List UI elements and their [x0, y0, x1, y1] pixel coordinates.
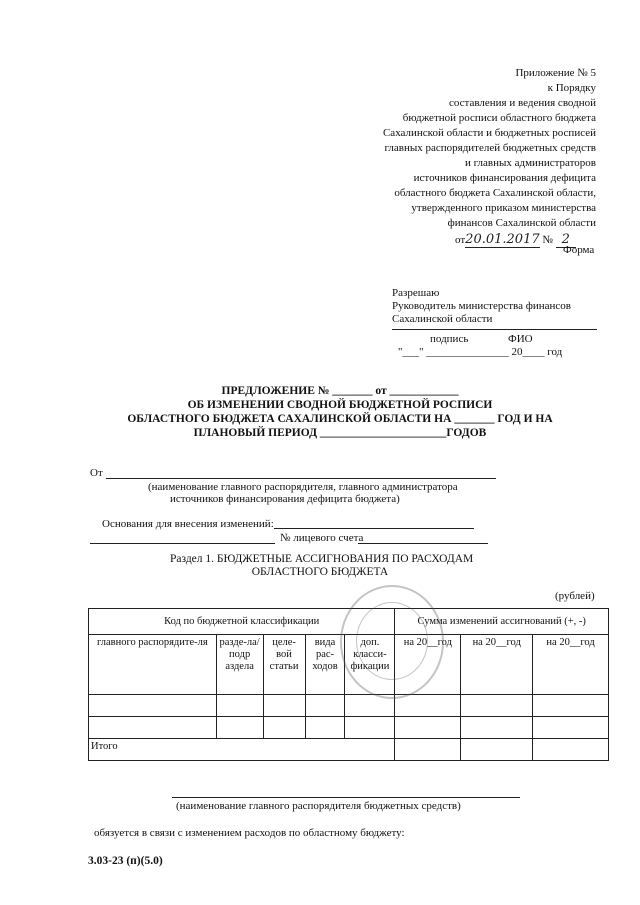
appendix-block [296, 66, 596, 231]
appendix-line: финансов Сахалинской области [447, 217, 596, 229]
column-header: на 20__год [461, 635, 533, 695]
date-prefix: от [455, 234, 466, 246]
title-line: ПЛАНОВЫЙ ПЕРИОД ______________________ГОДОВ [193, 427, 487, 439]
units-label: (рублей) [555, 590, 595, 602]
title-line: ОБ ИЗМЕНЕНИИ СВОДНОЙ БЮДЖЕТНОЙ РОСПИСИ [187, 399, 493, 411]
from-field-line [106, 478, 496, 479]
title-line: ОБЛАСТНОГО БЮДЖЕТА САХАЛИНСКОЙ ОБЛАСТИ НА _______ ГОД И НА [127, 413, 553, 425]
appendix-line: источников финансирования дефицита [413, 172, 596, 184]
handwritten-number: 2 [556, 232, 576, 248]
column-header: главного распорядите-ля [89, 635, 217, 695]
column-header: целе-вой статьи [263, 635, 305, 695]
column-header: на 20__год [533, 635, 609, 695]
table-row [89, 695, 609, 717]
signature-line [392, 329, 597, 330]
document-title [60, 384, 620, 440]
approval-date: "___" _______________ 20____ год [398, 346, 563, 358]
form-label: Форма [563, 244, 595, 256]
total-row [89, 739, 609, 761]
number-prefix: № [542, 234, 553, 246]
appendix-line: Приложение № 5 [515, 67, 596, 79]
basis-label: Основания для внесения изменений: [102, 518, 274, 530]
fio-label: ФИО [508, 333, 533, 345]
appendix-line: и главных администраторов [464, 157, 596, 169]
appendix-line: бюджетной росписи областного бюджета [402, 112, 596, 124]
form-code: 3.03-23 (п)(5.0) [88, 855, 163, 867]
approval-line: Разрешаю [392, 287, 440, 299]
official-seal-inner [356, 602, 428, 680]
appendix-line: главных распорядителей бюджетных средств [384, 142, 596, 154]
account-label: № лицевого счета [280, 532, 364, 544]
section-heading [170, 553, 474, 579]
header-sum: Сумма изменений ассигнований (+, -) [395, 609, 609, 635]
appendix-line: составления и ведения сводной [449, 97, 596, 109]
header-code: Код по бюджетной классификации [89, 609, 395, 635]
from-label: От [90, 467, 103, 479]
section-line: ОБЛАСТНОГО БЮДЖЕТА [251, 566, 389, 578]
column-header: разде-ла/подр аздела [216, 635, 263, 695]
section-line: Раздел 1. БЮДЖЕТНЫЕ АССИГНОВАНИЯ ПО РАСХОДАМ [170, 553, 474, 565]
obligation-text: обязуется в связи с изменением расходов по областному бюджету: [94, 827, 405, 839]
footer-caption: (наименование главного распорядителя бюджетных средств) [176, 800, 461, 812]
title-line: ПРЕДЛОЖЕНИЕ № _______ от ____________ [221, 385, 459, 397]
appendix-line: утвержденного приказом министерства [411, 202, 596, 214]
column-header: доп. класси-фикации [345, 635, 395, 695]
sign-label: подпись [430, 333, 469, 345]
appendix-line: к Порядку [547, 82, 596, 94]
approval-line: Руководитель министерства финансов [392, 300, 571, 312]
from-caption: источников финансирования дефицита бюджета) [170, 493, 400, 505]
account-field-line [358, 543, 488, 544]
approval-block [392, 287, 571, 326]
basis-field-line-2 [90, 543, 275, 544]
basis-field-line [274, 528, 474, 529]
total-label: Итого [89, 739, 395, 761]
column-header: вида рас-ходов [305, 635, 345, 695]
approval-line: Сахалинской области [392, 313, 493, 325]
appendix-line: областного бюджета Сахалинской области, [394, 187, 596, 199]
footer-field-line [172, 797, 520, 798]
from-caption: (наименование главного распорядителя, главного администратора [148, 481, 458, 493]
appendix-line: Сахалинской области и бюджетных росписей [382, 127, 596, 139]
column-header: на 20__год [395, 635, 461, 695]
handwritten-date: 20.01.2017 [465, 232, 540, 247]
table-row [89, 717, 609, 739]
appendix-date-line [455, 232, 576, 247]
